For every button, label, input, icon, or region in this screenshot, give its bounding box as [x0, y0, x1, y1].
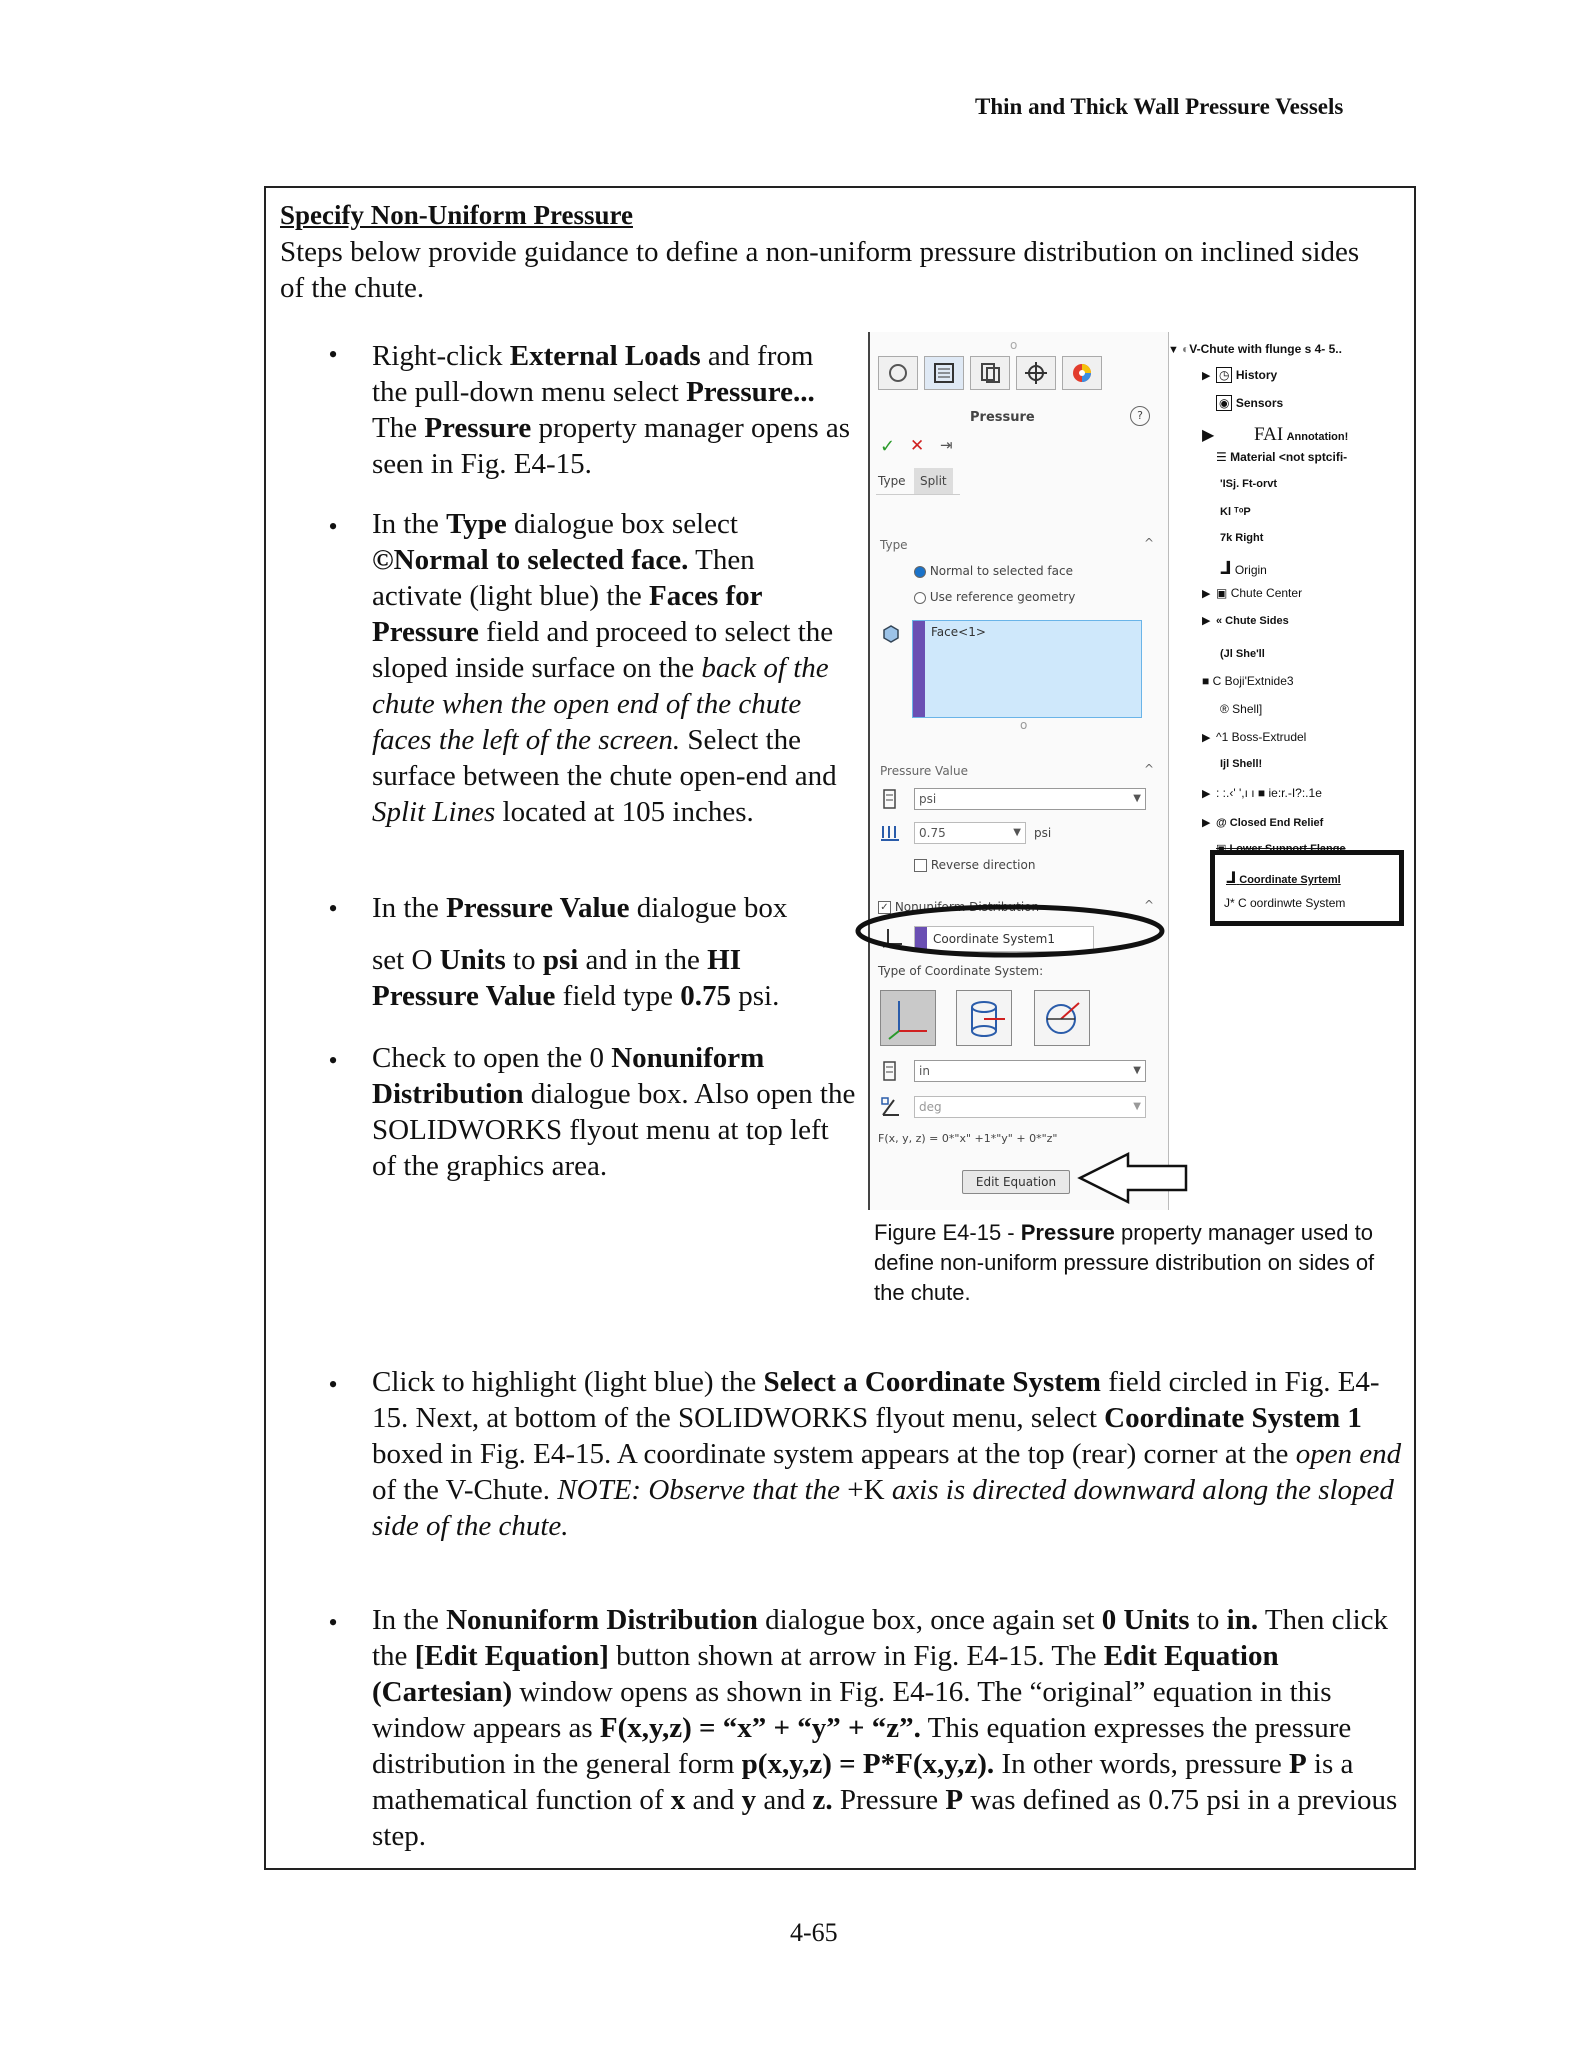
tab-strip	[876, 468, 960, 495]
circle-annotation	[850, 896, 1170, 966]
expand-right-icon: ▶	[1202, 615, 1211, 627]
tab-type[interactable]: Type	[878, 474, 906, 488]
type-section-header[interactable]: Type	[880, 538, 908, 552]
tab-split[interactable]: Split	[914, 468, 953, 494]
manager-title: Pressure	[970, 410, 1035, 425]
tree-closed-end-relief[interactable]: ▶ @ Closed End Relief	[1202, 817, 1324, 829]
tree-coordinate-system[interactable]: J* C oordinwte System	[1224, 896, 1346, 910]
origin-icon: ⅃	[1220, 558, 1232, 578]
cancel-button[interactable]: ✕	[910, 436, 925, 456]
configuration-tab[interactable]	[970, 356, 1010, 390]
help-icon[interactable]: ?	[1130, 406, 1150, 426]
nonuniform-header[interactable]: ✓ Nonuniform Distribution	[878, 900, 1039, 914]
tree-history[interactable]: ▶ ◷ History	[1202, 368, 1278, 382]
tree-sensors[interactable]: ◉ Sensors	[1216, 396, 1283, 410]
bullet-marker: •	[328, 1370, 338, 1399]
manager-tabbar	[878, 356, 1150, 392]
bullet-5-text: Click to highlight (light blue) the Select a Coordinate System field circled in Fig. E4-15. Next, at bottom of the SOLIDWORKS flyout menu, select Coordinate System 1 boxed in Fig. E4-15. A coordinate system appears at the top (rear) corner at the open end of the V-Chute. NOTE: Observe that the +K axis is directed downward along the sloped side of the chute.	[372, 1366, 1402, 1542]
history-icon: ◷	[1216, 367, 1232, 383]
tree-right-plane[interactable]: 7k Right	[1220, 532, 1264, 544]
tree-shell-2[interactable]: ® Shell]	[1220, 702, 1263, 716]
selection-color-bar	[913, 621, 925, 717]
feature-icon: ▣	[1216, 843, 1227, 855]
bullet-6-text: In the Nonuniform Distribution dialogue box, once again set 0 Units to in. Then click the [Edit Equation] button shown at arrow in Fig. E4-15. The Edit Equation (Cartesian) window opens as shown in Fig. E4-16. The “original” equation in this window appears as F(x,y,z) = “x” + “y” + “z”. This equation expresses the pressure distribution in the general form p(x,y,z) = P*F(x,y,z). In other words, pressure P is a mathematical function of x and y and z. Pressure P was defined as 0.75 psi in a previous step.	[372, 1604, 1398, 1852]
tree-lower-support-flange[interactable]: ▣ Lower Support Flange	[1216, 843, 1346, 855]
running-head: Thin and Thick Wall Pressure Vessels	[975, 94, 1344, 119]
radio-empty-icon	[914, 592, 926, 604]
sensor-icon: ◉	[1216, 395, 1232, 411]
tree-garbled-item[interactable]: ▶ : :.‹' ',ı ı ■ ie:r.-I?:.1e	[1202, 786, 1322, 800]
tree-root[interactable]: ▼ ◐V-Chute with flunge s 4- 5..	[1168, 342, 1342, 356]
face-item[interactable]: Face<1>	[931, 625, 986, 639]
resize-handle[interactable]: o	[1020, 718, 1028, 732]
bullet-3-text: In the Pressure Value dialogue box set O Units to psi and in the HI Pressure Value field type 0.75 psi.	[372, 892, 788, 1012]
page-number: 4-65	[790, 1918, 838, 1947]
units-icon	[882, 1060, 898, 1082]
cylindrical-axes-icon	[957, 991, 1011, 1045]
face-selection-icon	[880, 622, 902, 644]
radio-normal[interactable]: Normal to selected face	[914, 564, 1073, 578]
chevron-down-icon: ▼	[1133, 1065, 1141, 1076]
feature-icon: ▣	[1216, 586, 1228, 600]
configuration-icon	[971, 357, 1009, 389]
intro-paragraph: Steps below provide guidance to define a non-uniform pressure distribution on inclined sides of the chute.	[280, 236, 1360, 304]
collapse-icon[interactable]: ^	[1143, 536, 1154, 550]
pressure-property-manager	[868, 332, 1169, 1210]
angle-units-select[interactable]: deg ▼	[914, 1096, 1146, 1118]
expand-right-icon: ▶	[1202, 817, 1211, 829]
panel-grip[interactable]: o	[1010, 338, 1018, 352]
pressure-value-header[interactable]: Pressure Value	[880, 764, 969, 778]
bullet-2-text: In the Type dialogue box select ©Normal to selected face. Then activate (light blue) the Faces for Pressure field and proceed to select the sloped inside surface on the back of the chute when the open end of the chute faces the left of the screen. Select the surface between the chute open-end and Split Lines located at 105 inches.	[372, 508, 837, 828]
equation-text: F(x, y, z) = 0*"x" +1*"y" + 0*"z"	[878, 1132, 1058, 1145]
pressure-value-input[interactable]: 0.75 ▼	[914, 822, 1026, 844]
chevron-down-icon: ▼	[1133, 1101, 1141, 1112]
tree-material[interactable]: ☰ Material <not sptcifi-	[1216, 450, 1348, 464]
expand-right-icon: ▶	[1202, 732, 1211, 744]
tree-annotations[interactable]: ▶ FAI Annotation!	[1202, 424, 1349, 445]
spherical-coordinate-button[interactable]	[1034, 990, 1090, 1046]
angle-units-icon	[880, 1096, 902, 1118]
display-manager-tab[interactable]	[1062, 356, 1102, 390]
bullet-1-text: Right-click External Loads and from the pull-down menu select Pressure... The Pressure property manager opens as seen in Fig. E4-15.	[372, 340, 851, 480]
spin-down-icon: ▼	[1013, 827, 1021, 838]
tree-coordinate-system1[interactable]: ⅃ Coordinate Syrteml	[1226, 870, 1341, 887]
pressure-value-icon	[880, 824, 902, 842]
collapse-icon[interactable]: ^	[1143, 898, 1154, 912]
crosshair-icon	[1017, 357, 1055, 389]
units-select[interactable]: psi ▼	[914, 788, 1146, 810]
coordinate-system-value: Coordinate System1	[933, 932, 1055, 946]
property-manager-tab[interactable]	[924, 356, 964, 390]
bullet-marker: •	[328, 1608, 338, 1637]
expand-right-icon: ▶	[1202, 588, 1211, 600]
cartesian-coordinate-button[interactable]	[880, 990, 936, 1046]
bullet-4-text: Check to open the 0 Nonuniform Distribution dialogue box. Also open the SOLIDWORKS flyout menu at top left of the graphics area.	[372, 1042, 856, 1182]
tree-chute-center[interactable]: ▶ ▣ Chute Center	[1202, 586, 1303, 600]
tree-shell-3[interactable]: Ijl Shell!	[1220, 758, 1263, 770]
expand-right-icon: ▶	[1202, 427, 1215, 444]
coordinate-system-box-annotation	[1210, 850, 1404, 926]
cylindrical-coordinate-button[interactable]	[956, 990, 1012, 1046]
checkbox-checked-icon: ✓	[878, 901, 891, 914]
feature-tree-icon	[879, 357, 917, 389]
arrow-left-icon	[1076, 1150, 1192, 1206]
bullet-marker: •	[328, 1046, 338, 1075]
ok-button[interactable]: ✓	[880, 436, 896, 457]
units-icon	[882, 788, 898, 810]
figure-caption: Figure E4-15 - Pressure property manager used to define non-uniform pressure distribution on sides of the chute.	[874, 1220, 1375, 1305]
coordinate-system-icon: ⅃	[1226, 870, 1237, 887]
property-list-icon	[925, 357, 963, 389]
tree-chute-sides[interactable]: ▶ « Chute Sides	[1202, 615, 1289, 627]
faces-for-pressure-field[interactable]	[912, 620, 1142, 718]
color-wheel-icon	[1063, 357, 1101, 389]
expand-right-icon: ▶	[1202, 370, 1211, 382]
reverse-direction-checkbox[interactable]: Reverse direction	[914, 858, 1035, 872]
coord-type-label: Type of Coordinate System:	[878, 964, 1044, 978]
checkbox-empty-icon	[914, 859, 927, 872]
edit-equation-button[interactable]: Edit Equation	[962, 1170, 1070, 1194]
cartesian-axes-icon	[881, 991, 935, 1045]
tree-boss-extrude1[interactable]: ▶ ^1 Boss-Extrudel	[1202, 730, 1307, 744]
material-icon: ☰	[1216, 450, 1227, 464]
collapse-icon[interactable]: ^	[1143, 762, 1154, 776]
radio-reference[interactable]: Use reference geometry	[914, 590, 1075, 604]
bullet-marker: •	[328, 894, 338, 923]
expand-right-icon: ▶	[1202, 788, 1211, 800]
feature-manager-tab[interactable]	[878, 356, 918, 390]
pressure-value-units: psi	[1034, 826, 1052, 840]
tree-boss-extrude3[interactable]: ■ C Boji'Extnide3	[1202, 674, 1294, 688]
chevron-down-icon: ▼	[1133, 793, 1141, 804]
radio-selected-icon	[914, 566, 926, 578]
part-icon: ◐	[1182, 342, 1190, 356]
tree-top-plane[interactable]: Kl ᵀᵒP	[1220, 506, 1251, 518]
box-title: Specify Non-Uniform Pressure	[280, 200, 633, 230]
length-units-select[interactable]: in ▼	[914, 1060, 1146, 1082]
dimxpert-tab[interactable]	[1016, 356, 1056, 390]
bullet-marker: •	[328, 512, 338, 541]
tree-origin[interactable]: ⅃ Origin	[1220, 558, 1267, 578]
tree-front-plane[interactable]: 'ISj. Ft-orvt	[1220, 478, 1278, 490]
tree-shell-1[interactable]: (Jl She'll	[1220, 648, 1265, 660]
bullet-marker: •	[328, 340, 338, 369]
spherical-axes-icon	[1035, 991, 1089, 1045]
expand-down-icon: ▼	[1168, 344, 1179, 356]
pin-icon[interactable]: ⇥	[940, 436, 953, 454]
